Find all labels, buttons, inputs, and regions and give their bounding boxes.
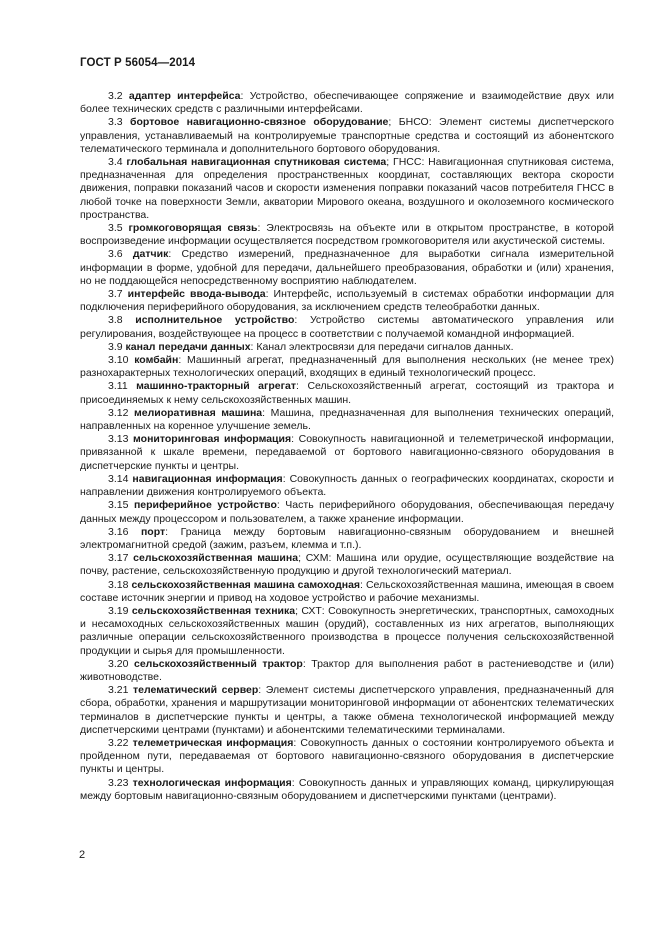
entry-number: 3.10 [108,354,129,367]
entry-number: 3.15 [108,499,129,512]
entry-number: 3.2 [108,90,123,102]
entry-separator: : [265,288,274,301]
entry-text: Машинный агрегат, предназначенный для выполнения нескольких (не менее трех) разнохарактерных технологических операций, входящих в единый технологический процесс. [80,354,614,380]
entry-number: 3.12 [108,406,129,419]
definition-entry [80,222,614,248]
entry-number: 3.8 [108,314,123,327]
entry-separator: : [360,578,366,591]
definition-entry [80,777,614,803]
entry-separator: : [165,525,181,538]
entry-number: 3.20 [108,657,129,670]
definition-entry [80,605,614,658]
entry-separator: : [294,314,310,327]
definitions-list [80,90,614,803]
entry-term: адаптер интерфейса [128,90,241,102]
entry-text: Граница между бортовым навигационно-связным оборудованием и внешней электромагнитной средой (зажим, разъем, клемма и т.п.). [80,525,614,551]
entry-number: 3.23 [108,776,129,789]
entry-number: 3.4 [108,156,123,169]
entry-term: периферийное устройство [133,499,277,512]
entry-number: 3.13 [108,433,129,446]
entry-number: 3.22 [108,736,129,749]
entry-term: сельскохозяйственная машина [133,552,299,565]
entry-text: Совокупность данных и управляющих команд, циркулирующая между бортовым навигационно-связным оборудованием и диспетчерскими пунктами (центрами). [80,776,614,802]
definition-entry [80,156,614,222]
entry-separator: ; [295,604,302,617]
entry-text: Машина, предназначенная для выполнения технических операций, направленных на коренное улучшение земель. [80,406,614,433]
entry-number: 3.7 [108,288,123,301]
entry-separator: ; [298,552,306,565]
definition-entry [80,579,614,605]
definition-entry [80,407,614,433]
entry-term: телеметрическая информация [132,736,294,749]
definition-entry [80,341,614,354]
entry-number: 3.5 [108,222,123,235]
entry-text: Устройство, обеспечивающее сопряжение и взаимодействие двух или более технических средств с различными интерфейсами. [80,90,615,116]
definition-entry [80,354,614,380]
entry-number: 3.11 [108,380,128,393]
definition-entry [80,526,614,552]
entry-separator: : [240,90,250,102]
entry-term: телематический сервер [132,684,259,697]
entry-text: Совокупность навигационной и телеметрической информации, привязанной к шкале времени, передаваемой от бортового навигационно-связного оборудования в диспетчерские пункты и центры. [80,433,614,472]
entry-text: Элемент системы диспетчерского управления, предназначенный для сбора, обработки, хранения и маршрутизации мониторинговой информации от абонентских телематических терминалов в диспетчерские пункты и центры, а также обмена технологической информацией между диспетчерскими центрами (пунктами) и абонентскими телематическими терминалами. [80,684,614,736]
entry-term: датчик [132,248,169,261]
entry-separator: : [282,472,290,485]
entry-term: машинно-тракторный агрегат [136,380,297,393]
entry-separator: : [291,776,299,789]
definition-entry [80,90,614,116]
entry-number: 3.19 [108,604,129,617]
entry-text: Электросвязь на объекте или в открытом пространстве, в которой воспроизведение информации осуществляется посредством громкоговорителя или акустической системы. [80,222,614,248]
entry-text: СХМ: Машина или орудие, осуществляющие воздействие на почву, растение, сельскохозяйственную продукцию и другой технологический материал. [80,552,614,578]
entry-number: 3.21 [108,684,129,697]
entry-term: канал передачи данных [125,340,251,353]
entry-term: мониторинговая информация [133,433,292,446]
entry-text: Трактор для выполнения работ в растениеводстве и (или) животноводстве. [80,657,614,683]
entry-separator: ; [386,156,394,169]
entry-term: комбайн [134,354,179,367]
entry-text: Средство измерений, предназначенное для выработки сигнала измерительной информации в форме, удобной для передачи, дальнейшего преобразования, обработки и (или) хранения, но не поддающейся непосредственному восприятию наблюдателем. [80,248,614,287]
entry-term: бортовое навигационно-связное оборудование [130,116,389,129]
definition-entry [80,248,614,288]
entry-text: Канал электросвязи для передачи сигналов данных. [256,340,514,353]
definition-entry [80,737,614,777]
standard-header: ГОСТ Р 56054—2014 [80,57,196,69]
definition-entry [80,473,614,499]
entry-term: навигационная информация [132,472,283,485]
entry-number: 3.6 [108,248,123,261]
entry-number: 3.14 [108,472,129,485]
entry-number: 3.17 [108,552,129,565]
entry-separator: : [302,657,312,670]
entry-term: сельскохозяйственная машина самоходная [131,578,361,591]
entry-separator: : [257,222,267,235]
definition-entry [80,684,614,737]
definition-entry [80,499,614,525]
entry-separator: : [293,736,301,749]
entry-term: порт [140,525,166,538]
entry-separator: : [291,433,299,446]
entry-term: интерфейс ввода-вывода [127,288,266,301]
definition-entry [80,116,614,156]
definition-entry [80,433,614,473]
entry-text: Совокупность данных о географических координатах, скорости и направлении движения контролируемого объекта. [80,472,614,499]
entry-text: Сельскохозяйственный агрегат, состоящий из трактора и присоединяемых к нему сельскохозяйственных машин. [80,380,614,406]
entry-text: ГНСС: Навигационная спутниковая система, предназначенная для определения пространственных координат, составляющих вектора скорости движения, поправки показаний часов и скорости изменения поправки показаний часов потребителя ГНСС в любой точке на поверхности Земли, акватории Мирового океана, воздушного и околоземного космического пространства. [80,156,614,221]
entry-text: СХТ: Совокупность энергетических, транспортных, самоходных и несамоходных сельскохозяйственных машин (орудий), составленных из них агрегатов, выполняющих различные операции сельскохозяйственного производства в процессе получения сельскохозяйственной продукции и сырья для промышленности. [80,604,614,657]
page-number: 2 [79,849,86,861]
definition-entry [80,380,614,406]
entry-separator: ; [388,116,399,129]
entry-text: Совокупность данных о состоянии контролируемого объекта и пройденном пути, передаваемая от бортового навигационно-связного оборудования в диспетчерские пункты и центры. [80,736,615,776]
entry-separator: : [178,354,187,367]
entry-number: 3.16 [108,525,129,538]
entry-separator: : [258,684,266,697]
entry-term: мелиоративная машина [133,406,263,419]
definition-entry [80,658,614,684]
entry-number: 3.18 [108,578,129,591]
entry-separator: : [262,406,271,419]
entry-term: глобальная навигационная спутниковая система [126,156,387,169]
definition-entry [80,552,614,578]
entry-term: сельскохозяйственная техника [131,604,296,617]
definition-entry [80,288,614,314]
entry-term: громкоговорящая связь [128,222,258,235]
entry-separator: : [296,380,308,393]
entry-text: БНСО: Элемент системы диспетчерского управления, устанавливаемый на контролируемые транспортные средства и состоящий из абонентского телематического терминала и дополнительного бортового оборудования. [80,116,614,155]
definition-entry [80,314,614,340]
entry-text: Интерфейс, используемый в системах обработки информации для подключения периферийного оборудования, за исключением средств телеобработки данных. [80,288,615,314]
entry-separator: : [276,499,286,512]
entry-term: технологическая информация [132,776,292,789]
entry-text: Сельскохозяйственная машина, имеющая в своем составе источник энергии и привод на ходовое устройство и рабочие механизмы. [80,578,615,604]
entry-number: 3.3 [108,116,123,129]
entry-separator: : [250,340,257,353]
entry-term: сельскохозяйственный трактор [133,657,303,670]
entry-number: 3.9 [108,340,123,353]
entry-text: Часть периферийного оборудования, обеспечивающая передачу данных между процессором и пользователем, а также хранение информации. [80,499,614,525]
entry-term: исполнительное устройство [135,314,295,327]
entry-separator: : [168,248,182,261]
entry-text: Устройство системы автоматического управления или регулирования, воздействующее на процесс в соответствии с получаемой командной информацией. [80,314,614,340]
